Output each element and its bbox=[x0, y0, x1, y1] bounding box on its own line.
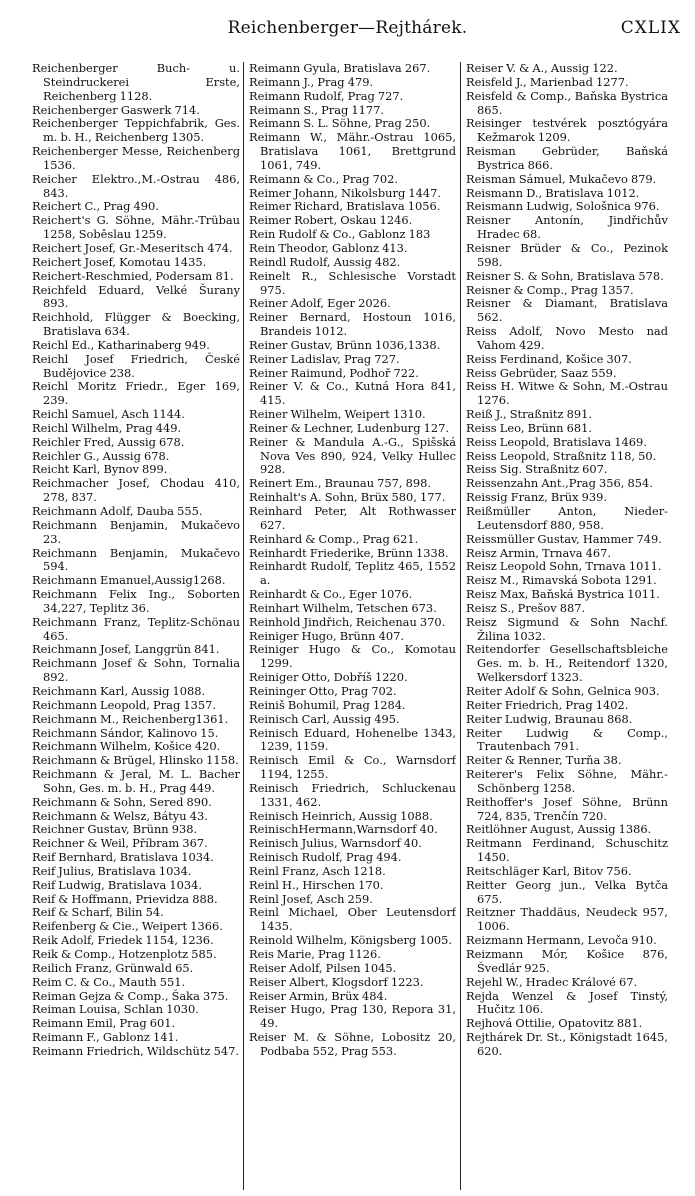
directory-entry: Reif Ludwig, Bratislava 1034. bbox=[32, 877, 202, 892]
directory-entry: Reinl H., Hirschen 170. bbox=[249, 877, 384, 892]
directory-entry: Reichfeld Eduard, Velké Šurany 893. bbox=[32, 282, 240, 311]
directory-entry: Reichmann M., Reichenberg1361. bbox=[32, 711, 229, 726]
directory-entry: Reichmann Adolf, Dauba 555. bbox=[32, 504, 203, 518]
directory-entry: Reinisch Carl, Aussig 495. bbox=[249, 711, 400, 726]
directory-entry: Reimer Robert, Oskau 1246. bbox=[249, 213, 413, 228]
directory-entry: Reichl Ed., Katharinaberg 949. bbox=[32, 337, 210, 352]
directory-entry: Reik & Comp., Hotzenplotz 585. bbox=[32, 947, 217, 961]
column-divider bbox=[460, 62, 461, 1190]
directory-entry: Reinisch Julius, Warnsdorf 40. bbox=[249, 836, 422, 851]
directory-entry: Reiss Ferdinand, Košice 307. bbox=[466, 351, 632, 366]
directory-entry: Reif Julius, Bratislava 1034. bbox=[32, 863, 192, 878]
running-header bbox=[0, 8, 695, 42]
directory-entry: Reisinger testvérek posztógyára Kežmarok 1209. bbox=[466, 116, 668, 145]
directory-entry: Reichl Wilhelm, Prag 449. bbox=[32, 420, 182, 435]
directory-entry: Reichenberger Messe, Reichenberg 1536. bbox=[32, 144, 240, 172]
directory-entry: Rein Rudolf & Co., Gablonz 183 bbox=[249, 227, 431, 242]
directory-entry: Reimann Gyula, Bratislava 267. bbox=[249, 62, 431, 75]
directory-entry: Reichmann & Welsz, Bátyu 43. bbox=[32, 808, 208, 823]
directory-entry: Reiss H. Witwe & Sohn, M.-Ostrau 1276. bbox=[466, 379, 668, 408]
directory-entry: Reiterer's Felix Söhne, Mähr.-Schönberg 1258. bbox=[466, 767, 668, 795]
directory-entry: Reisz Sigmund & Sohn Nachf. Žilina 1032. bbox=[466, 614, 668, 643]
directory-entry: Reichmacher Josef, Chodau 410, 278, 837. bbox=[32, 476, 240, 505]
directory-entry: Reisner Brüder & Co., Pezinok 598. bbox=[466, 240, 668, 269]
directory-entry: Reichmann Emanuel,Aussig1268. bbox=[32, 573, 226, 588]
directory-entry: Reisz Max, Baňská Bystrica 1011. bbox=[466, 587, 660, 602]
directory-entry: Reichmann Benjamin, Mukačevo 23. bbox=[32, 517, 240, 546]
directory-entry: Reisz Leopold Sohn, Trnava 1011. bbox=[466, 559, 662, 574]
directory-entry: Reinhold Jindřich, Reichenau 370. bbox=[249, 614, 446, 629]
directory-entry: Reichl Samuel, Asch 1144. bbox=[32, 407, 185, 422]
directory-entry: Reisfeld & Comp., Baňska Bystrica 865. bbox=[466, 88, 668, 117]
directory-entry: Reisner & Diamant, Bratislava 562. bbox=[466, 296, 668, 325]
directory-entry: Reiss Gebrüder, Saaz 559. bbox=[466, 365, 617, 380]
directory-entry: Rejda Wenzel & Josef Tinstý, Hučitz 106. bbox=[466, 988, 668, 1017]
directory-entry: Reitzner Thaddäus, Neudeck 957, 1006. bbox=[466, 905, 668, 934]
directory-entry: Reiss Sig. Straßnitz 607. bbox=[466, 462, 608, 477]
directory-entry: ReinischHermann,Warnsdorf 40. bbox=[249, 822, 438, 837]
directory-entry: Reissig Franz, Brüx 939. bbox=[466, 490, 607, 505]
directory-entry: Reinl Josef, Asch 259. bbox=[249, 891, 373, 906]
directory-entry: Reitschläger Karl, Bitov 756. bbox=[466, 863, 632, 878]
directory-entry: Reisner & Comp., Prag 1357. bbox=[466, 282, 634, 297]
directory-entry: Reinhart Wilhelm, Tetschen 673. bbox=[249, 600, 437, 615]
directory-entry: Reichmann Karl, Aussig 1088. bbox=[32, 683, 206, 698]
directory-entry: Reisner S. & Sohn, Bratislava 578. bbox=[466, 268, 664, 283]
directory-entry: Reiniger Hugo, Brünn 407. bbox=[249, 628, 405, 643]
directory-entry: Reisner Antonín, Jindřichův Hradec 68. bbox=[466, 213, 668, 242]
directory-entry: Reinhard Peter, Alt Rothwasser 627. bbox=[249, 504, 456, 532]
directory-entry: Reiß J., Straßnitz 891. bbox=[466, 407, 592, 422]
directory-entry: Reisman Sámuel, Mukačevo 879. bbox=[466, 171, 657, 186]
directory-entry: Reichmann & Jeral, M. L. Bacher Sohn, Ges. m. b. H., Prag 449. bbox=[32, 767, 240, 795]
directory-entry: Reiss Leopold, Bratislava 1469. bbox=[466, 434, 647, 449]
directory-entry: Reiniš Bohumil, Prag 1284. bbox=[249, 697, 406, 712]
directory-entry: Reichmann Wilhelm, Košice 420. bbox=[32, 739, 221, 754]
directory-entry: Reisman Gebrüder, Baňská Bystrica 866. bbox=[466, 144, 668, 172]
directory-entry: Reinhard & Comp., Prag 621. bbox=[249, 531, 419, 546]
directory-entry: Reiser Armin, Brüx 484. bbox=[249, 988, 388, 1003]
directory-entry: Reiner Raimund, Podhoř 722. bbox=[249, 365, 419, 380]
directory-entry: Reiter Adolf & Sohn, Gelnica 903. bbox=[466, 683, 660, 698]
directory-entry: Reichl Moritz Friedr., Eger 169, 239. bbox=[32, 379, 240, 408]
directory-entry: Reicht Karl, Bynov 899. bbox=[32, 462, 168, 477]
directory-entry: Reißmüller Anton, Nieder-Leutensdorf 880, 958. bbox=[466, 504, 668, 532]
directory-entry: Reiss Leopold, Straßnitz 118, 50. bbox=[466, 448, 657, 463]
directory-entry: Reiner V. & Co., Kutná Hora 841, 415. bbox=[249, 379, 456, 408]
directory-entry: Reininger Otto, Prag 702. bbox=[249, 683, 397, 698]
directory-entry: Reiniger Otto, Dobříš 1220. bbox=[249, 670, 408, 685]
directory-entry: Reichmann Josef & Sohn, Tornalia 892. bbox=[32, 656, 240, 685]
directory-entry: Rejhová Ottilie, Opatovitz 881. bbox=[466, 1016, 643, 1031]
directory-entry: Reiser Hugo, Prag 130, Repora 31, 49. bbox=[249, 1002, 456, 1031]
directory-entry: Reimann S., Prag 1177. bbox=[249, 102, 385, 117]
directory-entry: Reichenberger Buch- u. Steindruckerei Erste, Reichenberg 1128. bbox=[32, 62, 240, 103]
directory-entry: Reichmann Sándor, Kalinovo 15. bbox=[32, 725, 219, 740]
page-number: CXLIX bbox=[620, 18, 681, 38]
directory-entry: Reichenberger Gaswerk 714. bbox=[32, 102, 200, 117]
directory-entry: Reitter Georg jun., Velka Bytča 675. bbox=[466, 877, 668, 906]
directory-entry: Reinisch Eduard, Hohenelbe 1343, 1239, 1159. bbox=[249, 725, 456, 754]
directory-entry: Reinisch Friedrich, Schluckenau 1331, 462. bbox=[249, 780, 456, 809]
directory-entry: Rein Theodor, Gablonz 413. bbox=[249, 240, 408, 255]
directory-entry: Reiss Adolf, Novo Mesto nad Vahom 429. bbox=[466, 324, 668, 352]
directory-entry: Reichmann Benjamin, Mukačevo 594. bbox=[32, 545, 240, 574]
directory-entry: Reiner Gustav, Brünn 1036,1338. bbox=[249, 337, 441, 352]
directory-entry: Reinisch Heinrich, Aussig 1088. bbox=[249, 808, 433, 823]
directory-entry: Reimann Friedrich, Wildschütz 547. bbox=[32, 1043, 239, 1058]
directory-entry: Reiser M. & Söhne, Lobositz 20, Podbaba 552, Prag 553. bbox=[249, 1030, 456, 1058]
directory-entry: Reiman Louisa, Schlan 1030. bbox=[32, 1002, 199, 1017]
directory-entry: Reisz S., Prešov 887. bbox=[466, 600, 586, 615]
directory-entry: Reismann Ludwig, Sološnica 976. bbox=[466, 199, 660, 214]
directory-entry: Reichert-Reschmied, Podersam 81. bbox=[32, 268, 234, 283]
directory-entry: Reiser Albert, Klogsdorf 1223. bbox=[249, 974, 424, 989]
directory-entry: Reisfeld J., Marienbad 1277. bbox=[466, 74, 629, 89]
directory-entry: Reiman Gejza & Comp., Šaka 375. bbox=[32, 988, 229, 1003]
directory-entry: Rejehl W., Hradec Králové 67. bbox=[466, 974, 638, 989]
directory-entry: Reimer Johann, Nikolsburg 1447. bbox=[249, 185, 441, 200]
directory-entry: Reimann Emil, Prag 601. bbox=[32, 1016, 176, 1031]
directory-entry: Reichmann Leopold, Prag 1357. bbox=[32, 697, 216, 712]
directory-entry: Reimer Richard, Bratislava 1056. bbox=[249, 199, 441, 214]
directory-entry: Reinisch Emil & Co., Warnsdorf 1194, 1255. bbox=[249, 753, 456, 782]
directory-entry: Reinhalt's A. Sohn, Brüx 580, 177. bbox=[249, 490, 446, 505]
directory-entry: Reichmann & Sohn, Sered 890. bbox=[32, 794, 212, 809]
directory-entry: Reimann Rudolf, Prag 727. bbox=[249, 88, 404, 103]
directory-entry: Reitendorfer Gesellschaftsbleiche Ges. m. b. H., Reitendorf 1320, Welkersdorf 1323. bbox=[466, 642, 668, 685]
directory-entry: Reiter Ludwig, Braunau 868. bbox=[466, 711, 633, 726]
page-title: Reichenberger—Rejthárek. bbox=[227, 18, 468, 38]
directory-entry: Reif & Hoffmann, Prievidza 888. bbox=[32, 891, 218, 906]
directory-entry: Reinert Em., Braunau 757, 898. bbox=[249, 476, 432, 491]
directory-entry: Reichhold, Flügger & Boecking, Bratislava 634. bbox=[32, 310, 240, 339]
directory-entry: Reismann D., Bratislava 1012. bbox=[466, 185, 640, 200]
directory-entry: Reif Bernhard, Bratislava 1034. bbox=[32, 850, 214, 865]
directory-entry: Reim C. & Co., Mauth 551. bbox=[32, 974, 186, 989]
directory-entry: Reicher Elektro.,M.-Ostrau 486, 843. bbox=[32, 171, 240, 200]
directory-entry: Reimann J., Prag 479. bbox=[249, 74, 374, 89]
directory-entry: Reif & Scharf, Bilin 54. bbox=[32, 905, 164, 920]
directory-entry: Reissenzahn Ant.,Prag 356, 854. bbox=[466, 476, 653, 491]
directory-entry: Reimann & Co., Prag 702. bbox=[249, 171, 399, 186]
column-divider bbox=[243, 62, 244, 1190]
directory-entry: Reichner & Weil, Příbram 367. bbox=[32, 836, 208, 851]
directory-entry: Reiss Leo, Brünn 681. bbox=[466, 420, 592, 435]
directory-entry: Reichenberger Teppichfabrik, Ges. m. b. H., Reichenberg 1305. bbox=[32, 116, 240, 145]
directory-entry: Reimann W., Mähr.-Ostrau 1065, Bratislava 1061, Brettgrund 1061, 749. bbox=[249, 130, 456, 172]
directory-entry: Reifenberg & Cie., Weipert 1366. bbox=[32, 919, 223, 934]
directory-entry: Reinold Wilhelm, Königsberg 1005. bbox=[249, 933, 452, 948]
directory-entry: Reimann F., Gablonz 141. bbox=[32, 1030, 179, 1045]
directory-entry: Reinl Franz, Asch 1218. bbox=[249, 863, 386, 878]
directory-entry: Reissmüller Gustav, Hammer 749. bbox=[466, 531, 662, 546]
directory-entry: Reiser V. & A., Aussig 122. bbox=[466, 62, 618, 75]
directory-entry: Reiter Friedrich, Prag 1402. bbox=[466, 697, 629, 712]
directory-entry: Reinhardt & Co., Eger 1076. bbox=[249, 587, 413, 602]
directory-entry: Reichert C., Prag 490. bbox=[32, 199, 159, 214]
directory-entry: Reisz Armin, Trnava 467. bbox=[466, 545, 611, 560]
directory-entry: Reichler Fred, Aussig 678. bbox=[32, 434, 185, 449]
directory-entry: Reichert's G. Söhne, Mähr.-Trübau 1258, Soběslau 1259. bbox=[32, 213, 240, 242]
directory-entry: Reithoffer's Josef Söhne, Brünn 724, 835, Trenčín 720. bbox=[466, 794, 668, 823]
column-3 bbox=[466, 62, 668, 1192]
directory-entry: Reinelt R., Schlesische Vorstadt 975. bbox=[249, 268, 456, 297]
directory-entry: Reiner & Lechner, Ludenburg 127. bbox=[249, 420, 450, 435]
directory-entry: Reilich Franz, Grünwald 65. bbox=[32, 960, 194, 975]
directory-entry: Reiter & Renner, Turňa 38. bbox=[466, 753, 622, 768]
directory-entry: Rejthárek Dr. St., Königstadt 1645, 620. bbox=[466, 1030, 668, 1058]
directory-entry: Reiner Wilhelm, Weipert 1310. bbox=[249, 407, 426, 422]
directory-entry: Reiniger Hugo & Co., Komotau 1299. bbox=[249, 642, 456, 671]
directory-entry: Reichmann Felix Ing., Soborten 34,227, Teplitz 36. bbox=[32, 587, 240, 615]
column-1 bbox=[32, 62, 240, 1192]
directory-entry: Reizmann Hermann, Levoča 910. bbox=[466, 933, 657, 948]
directory-entry: Reitlöhner August, Aussig 1386. bbox=[466, 822, 652, 837]
directory-entry: Reichl Josef Friedrich, České Budějovice 238. bbox=[32, 351, 240, 380]
directory-entry: Reiner Ladislav, Prag 727. bbox=[249, 351, 400, 366]
directory-entry: Reinhardt Rudolf, Teplitz 465, 1552 a. bbox=[249, 559, 456, 588]
directory-entry: Reichert Josef, Gr.-Meseritsch 474. bbox=[32, 240, 233, 255]
directory-entry: Reis Marie, Prag 1126. bbox=[249, 947, 381, 961]
directory-entry: Reik Adolf, Friedek 1154, 1236. bbox=[32, 933, 214, 948]
directory-entry: Reichert Josef, Komotau 1435. bbox=[32, 254, 207, 269]
directory-entry: Reisz M., Rimavská Sobota 1291. bbox=[466, 573, 657, 588]
directory-entry: Reichmann Franz, Teplitz-Schönau 465. bbox=[32, 614, 240, 643]
directory-entry: Reiter Ludwig & Comp., Trautenbach 791. bbox=[466, 725, 668, 754]
directory-entry: Reinhardt Friederike, Brünn 1338. bbox=[249, 545, 449, 560]
directory-entry: Reiner Adolf, Eger 2026. bbox=[249, 296, 391, 311]
directory-entry: Reichmann Josef, Langgrün 841. bbox=[32, 642, 220, 657]
directory-entry: Reimann S. L. Söhne, Prag 250. bbox=[249, 116, 431, 131]
directory-entry: Reinisch Rudolf, Prag 494. bbox=[249, 850, 402, 865]
directory-entry: Reindl Rudolf, Aussig 482. bbox=[249, 254, 401, 269]
directory-entry: Reiner Bernard, Hostoun 1016, Brandeis 1012. bbox=[249, 310, 456, 339]
directory-entry: Reiser Adolf, Pilsen 1045. bbox=[249, 960, 397, 975]
directory-entry: Reichner Gustav, Brünn 938. bbox=[32, 822, 198, 837]
column-2 bbox=[249, 62, 456, 1192]
directory-entry: Reinl Michael, Ober Leutensdorf 1435. bbox=[249, 905, 456, 934]
directory-entry: Reichmann & Brügel, Hlinsko 1158. bbox=[32, 753, 239, 768]
directory-entry: Reiner & Mandula A.-G., Spišská Nova Ves 890, 924, Velky Hullec 928. bbox=[249, 434, 456, 477]
directory-entry: Reizmann Mór, Košice 876, Švedlár 925. bbox=[466, 947, 668, 975]
directory-entry: Reichler G., Aussig 678. bbox=[32, 448, 170, 463]
directory-entry: Reitmann Ferdinand, Schuschitz 1450. bbox=[466, 836, 668, 865]
